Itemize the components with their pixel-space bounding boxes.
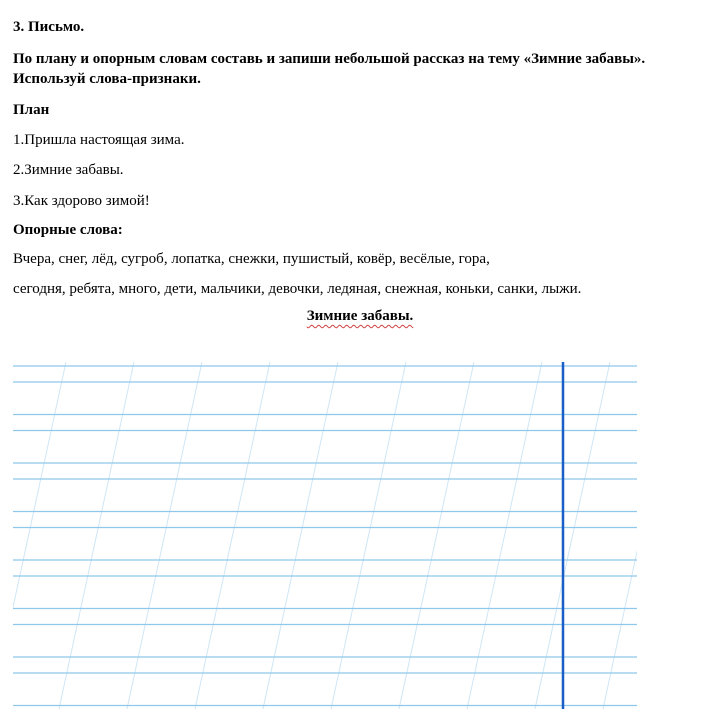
- plan-item-1: 1.Пришла настоящая зима.: [13, 132, 185, 148]
- plan-heading: План: [13, 102, 50, 118]
- keywords-line-2: сегодня, ребята, много, дети, мальчики, девочки, ледяная, снежная, коньки, санки, лыжи.: [13, 281, 582, 297]
- plan-item-3: 3.Как здорово зимой!: [13, 193, 150, 209]
- keywords-line-1: Вчера, снег, лёд, сугроб, лопатка, снежки, пушистый, ковёр, весёлые, гора,: [13, 251, 490, 267]
- story-title-text: Зимние забавы.: [306, 308, 414, 324]
- notebook-lines: [13, 362, 637, 709]
- keywords-heading: Опорные слова:: [13, 222, 123, 238]
- story-title: [0, 306, 709, 326]
- plan-item-2: 2.Зимние забавы.: [13, 162, 124, 178]
- task-instruction: По плану и опорным словам составь и запиши небольшой рассказ на тему «Зимние забавы». Используй слова-признаки.: [13, 51, 646, 87]
- task-heading: 3. Письмо.: [13, 19, 85, 35]
- lined-writing-area[interactable]: [13, 362, 637, 709]
